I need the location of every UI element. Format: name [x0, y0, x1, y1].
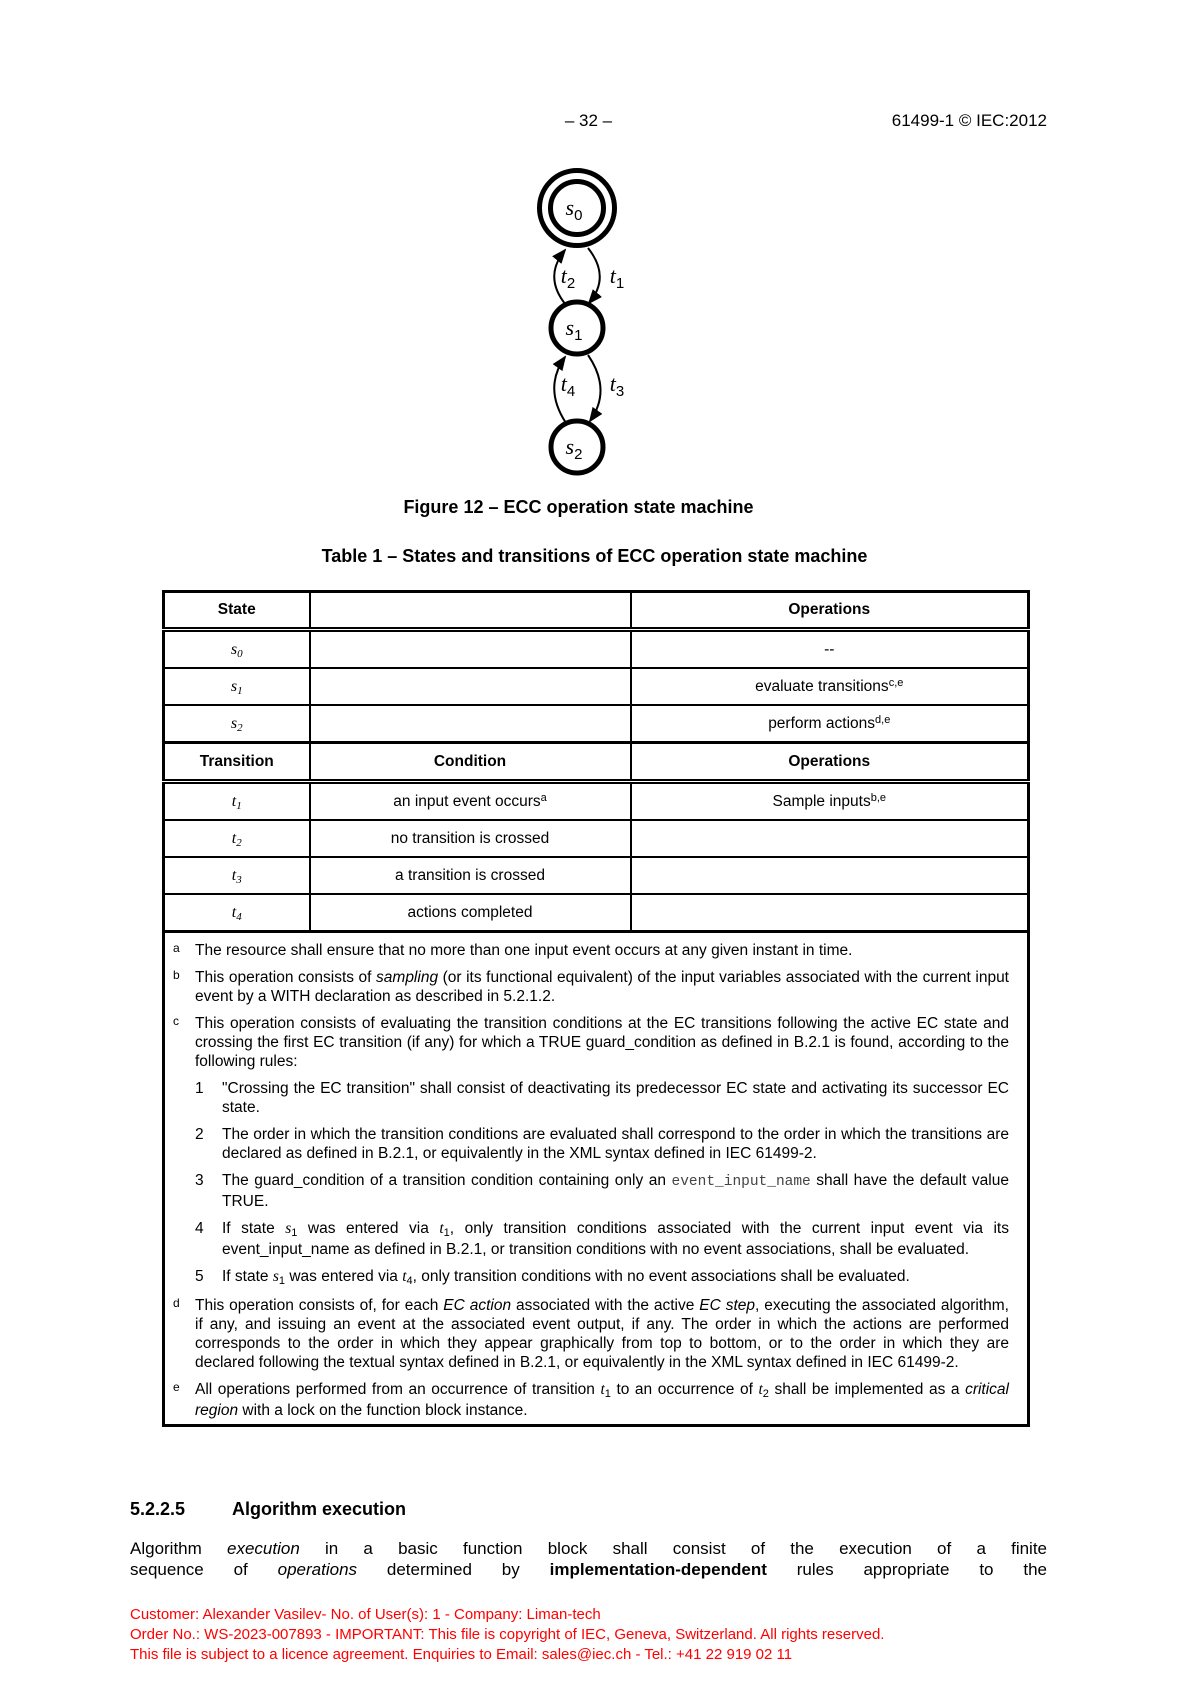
table-caption: Table 1 – States and transitions of ECC operation state machine	[321, 546, 868, 566]
header-cell-transition: Transition	[164, 743, 310, 782]
rule-number: 4	[195, 1220, 204, 1237]
rule-2	[195, 1125, 1009, 1163]
table-header-row-transitions	[164, 743, 1029, 782]
cell-condition: no transition is crossed	[310, 820, 631, 857]
rule-number: 1	[195, 1080, 204, 1097]
rule-number: 2	[195, 1126, 204, 1143]
header-cell-operations: Operations	[631, 592, 1029, 630]
cell-operations: perform actions$^{d,e}$	[631, 705, 1029, 743]
section-title: Algorithm execution	[232, 1499, 407, 1519]
table-footnotes-row	[164, 932, 1029, 1426]
cell-condition: actions completed	[310, 894, 631, 932]
table-row-t3	[164, 857, 1029, 894]
page-number: – 32 –	[564, 111, 613, 130]
rule-number: 5	[195, 1268, 204, 1285]
table-row-s2	[164, 705, 1029, 743]
cell-operations	[631, 820, 1029, 857]
rule-5	[195, 1267, 1009, 1288]
transition-label-t1: $t_1$	[609, 263, 625, 292]
footnote-d	[173, 1296, 1009, 1372]
transition-label-t4: $t_4$	[560, 371, 576, 400]
footnote-b	[173, 968, 1009, 1006]
transition-arc-t3	[588, 355, 601, 421]
cell-condition: a transition is crossed	[310, 857, 631, 894]
footnote-label: b	[173, 968, 180, 982]
footnote-text: The resource shall ensure that no more than one input event occurs at any given instant in time.	[195, 942, 853, 959]
cell-operations	[631, 857, 1029, 894]
section-number: 5.2.2.5	[130, 1499, 186, 1519]
rule-number: 3	[195, 1172, 204, 1189]
rule-3	[195, 1171, 1009, 1211]
cell-transition-name: t2	[164, 820, 310, 857]
section-heading	[130, 1500, 406, 1518]
cell-operations	[631, 894, 1029, 932]
page-header	[130, 112, 1047, 134]
rule-text: The order in which the transition conditions are evaluated shall correspond to the order in which the transitions are declared as defined in B.2.1, or equivalently in the XML syntax defined in IEC 61499-2.	[222, 1126, 1009, 1162]
footnote-label: e	[173, 1380, 180, 1394]
table-row-t4	[164, 894, 1029, 932]
rule-text: "Crossing the EC transition" shall consist of deactivating its predecessor EC state and activating its successor EC state.	[222, 1080, 1009, 1116]
footnote-label: d	[173, 1296, 180, 1310]
footnote-label: a	[173, 941, 180, 955]
state-label-s1: $s_1$	[565, 315, 583, 344]
rule-text: The guard_condition of a transition condition containing only an event_input_name shall have the default value TRUE.	[222, 1172, 1009, 1210]
header-cell-empty	[310, 592, 631, 630]
transition-label-t3: $t_3$	[609, 371, 625, 400]
ecc-state-machine-figure	[455, 150, 705, 480]
license-footer	[130, 1605, 1130, 1665]
body-paragraph	[130, 1538, 1047, 1580]
cell-transition-name: t3	[164, 857, 310, 894]
table-row-s0	[164, 630, 1029, 669]
footnote-a	[173, 941, 1009, 960]
states-transitions-table	[162, 590, 1030, 1427]
table-row-s1	[164, 668, 1029, 705]
license-line-customer: Customer: Alexander Vasilev- No. of User(s): 1 - Company: Liman-tech	[130, 1606, 601, 1623]
cell-condition	[310, 630, 631, 669]
cell-condition: an input event occurs$^a$	[310, 782, 631, 821]
figure-caption: Figure 12 – ECC operation state machine	[403, 497, 754, 517]
footnote-text: All operations performed from an occurrence of transition t1 to an occurrence of t2 shall be implemented as a critical region with a lock on the function block instance.	[195, 1381, 1009, 1419]
footnote-text: This operation consists of evaluating the transition conditions at the EC transitions following the active EC state and crossing the first EC transition (if any) for which a TRUE guard_condition as defined in B.2.1 is found, according to the following rules:	[195, 1015, 1009, 1070]
license-line-order: Order No.: WS-2023-007893 - IMPORTANT: This file is copyright of IEC, Geneva, Switzerland. All rights reserved.	[130, 1626, 885, 1643]
footnote-e	[173, 1380, 1009, 1420]
cell-operations: evaluate transitions$^{c,e}$	[631, 668, 1029, 705]
cell-operations: --	[631, 630, 1029, 669]
cell-condition	[310, 705, 631, 743]
rule-text: If state s1 was entered via t4, only transition conditions with no event associations shall be evaluated.	[222, 1268, 910, 1287]
header-cell-operations: Operations	[631, 743, 1029, 782]
rule-1	[195, 1079, 1009, 1117]
cell-state-name: s1	[164, 668, 310, 705]
footnote-text: This operation consists of sampling (or its functional equivalent) of the input variables associated with the current input event by a WITH declaration as described in 5.2.1.2.	[195, 969, 1009, 1005]
license-line-agreement: This file is subject to a licence agreement. Enquiries to Email: sales@iec.ch - Tel.: +41 22 919 02 11	[130, 1646, 793, 1663]
state-label-s2: $s_2$	[565, 434, 583, 463]
rule-text: If state s1 was entered via t1, only transition conditions associated with the current input event via its event_input_name as defined in B.2.1, or transition conditions with no event associations, shall be evaluated.	[222, 1220, 1009, 1258]
cell-state-name: s0	[164, 630, 310, 669]
footnote-label: c	[173, 1014, 179, 1028]
table-row-t2	[164, 820, 1029, 857]
cell-operations: Sample inputs$^{b,e}$	[631, 782, 1029, 821]
footnote-text: This operation consists of, for each EC action associated with the active EC step, executing the associated algorithm, if any, and issuing an event at the associated event output, if any. The order in which the actions are performed corresponds to the order in which they appear graphically from top to bottom, or to the order in which they are declared following the textual syntax defined in B.2.1, or equivalently in the XML syntax defined in IEC 61499-2.	[195, 1297, 1009, 1371]
table-header-row-states	[164, 592, 1029, 630]
state-label-s0: $s_0$	[565, 195, 583, 224]
rule-4	[195, 1219, 1009, 1259]
cell-transition-name: t1	[164, 782, 310, 821]
cell-condition	[310, 668, 631, 705]
doc-reference: 61499-1 © IEC:2012	[891, 111, 1047, 130]
table-row-t1	[164, 782, 1029, 821]
header-cell-condition: Condition	[310, 743, 631, 782]
paragraph-line: Algorithm execution in a basic function block shall consist of the execution of a finite	[130, 1539, 1048, 1558]
footnote-c	[173, 1014, 1009, 1071]
cell-transition-name: t4	[164, 894, 310, 932]
header-cell-state: State	[164, 592, 310, 630]
transition-label-t2: $t_2$	[560, 263, 576, 292]
transition-arc-t1	[588, 248, 600, 303]
footnote-c-rules	[195, 1079, 1009, 1288]
paragraph-line: sequence of operations determined by implementation-dependent rules appropriate to the	[130, 1560, 1047, 1579]
cell-state-name: s2	[164, 705, 310, 743]
